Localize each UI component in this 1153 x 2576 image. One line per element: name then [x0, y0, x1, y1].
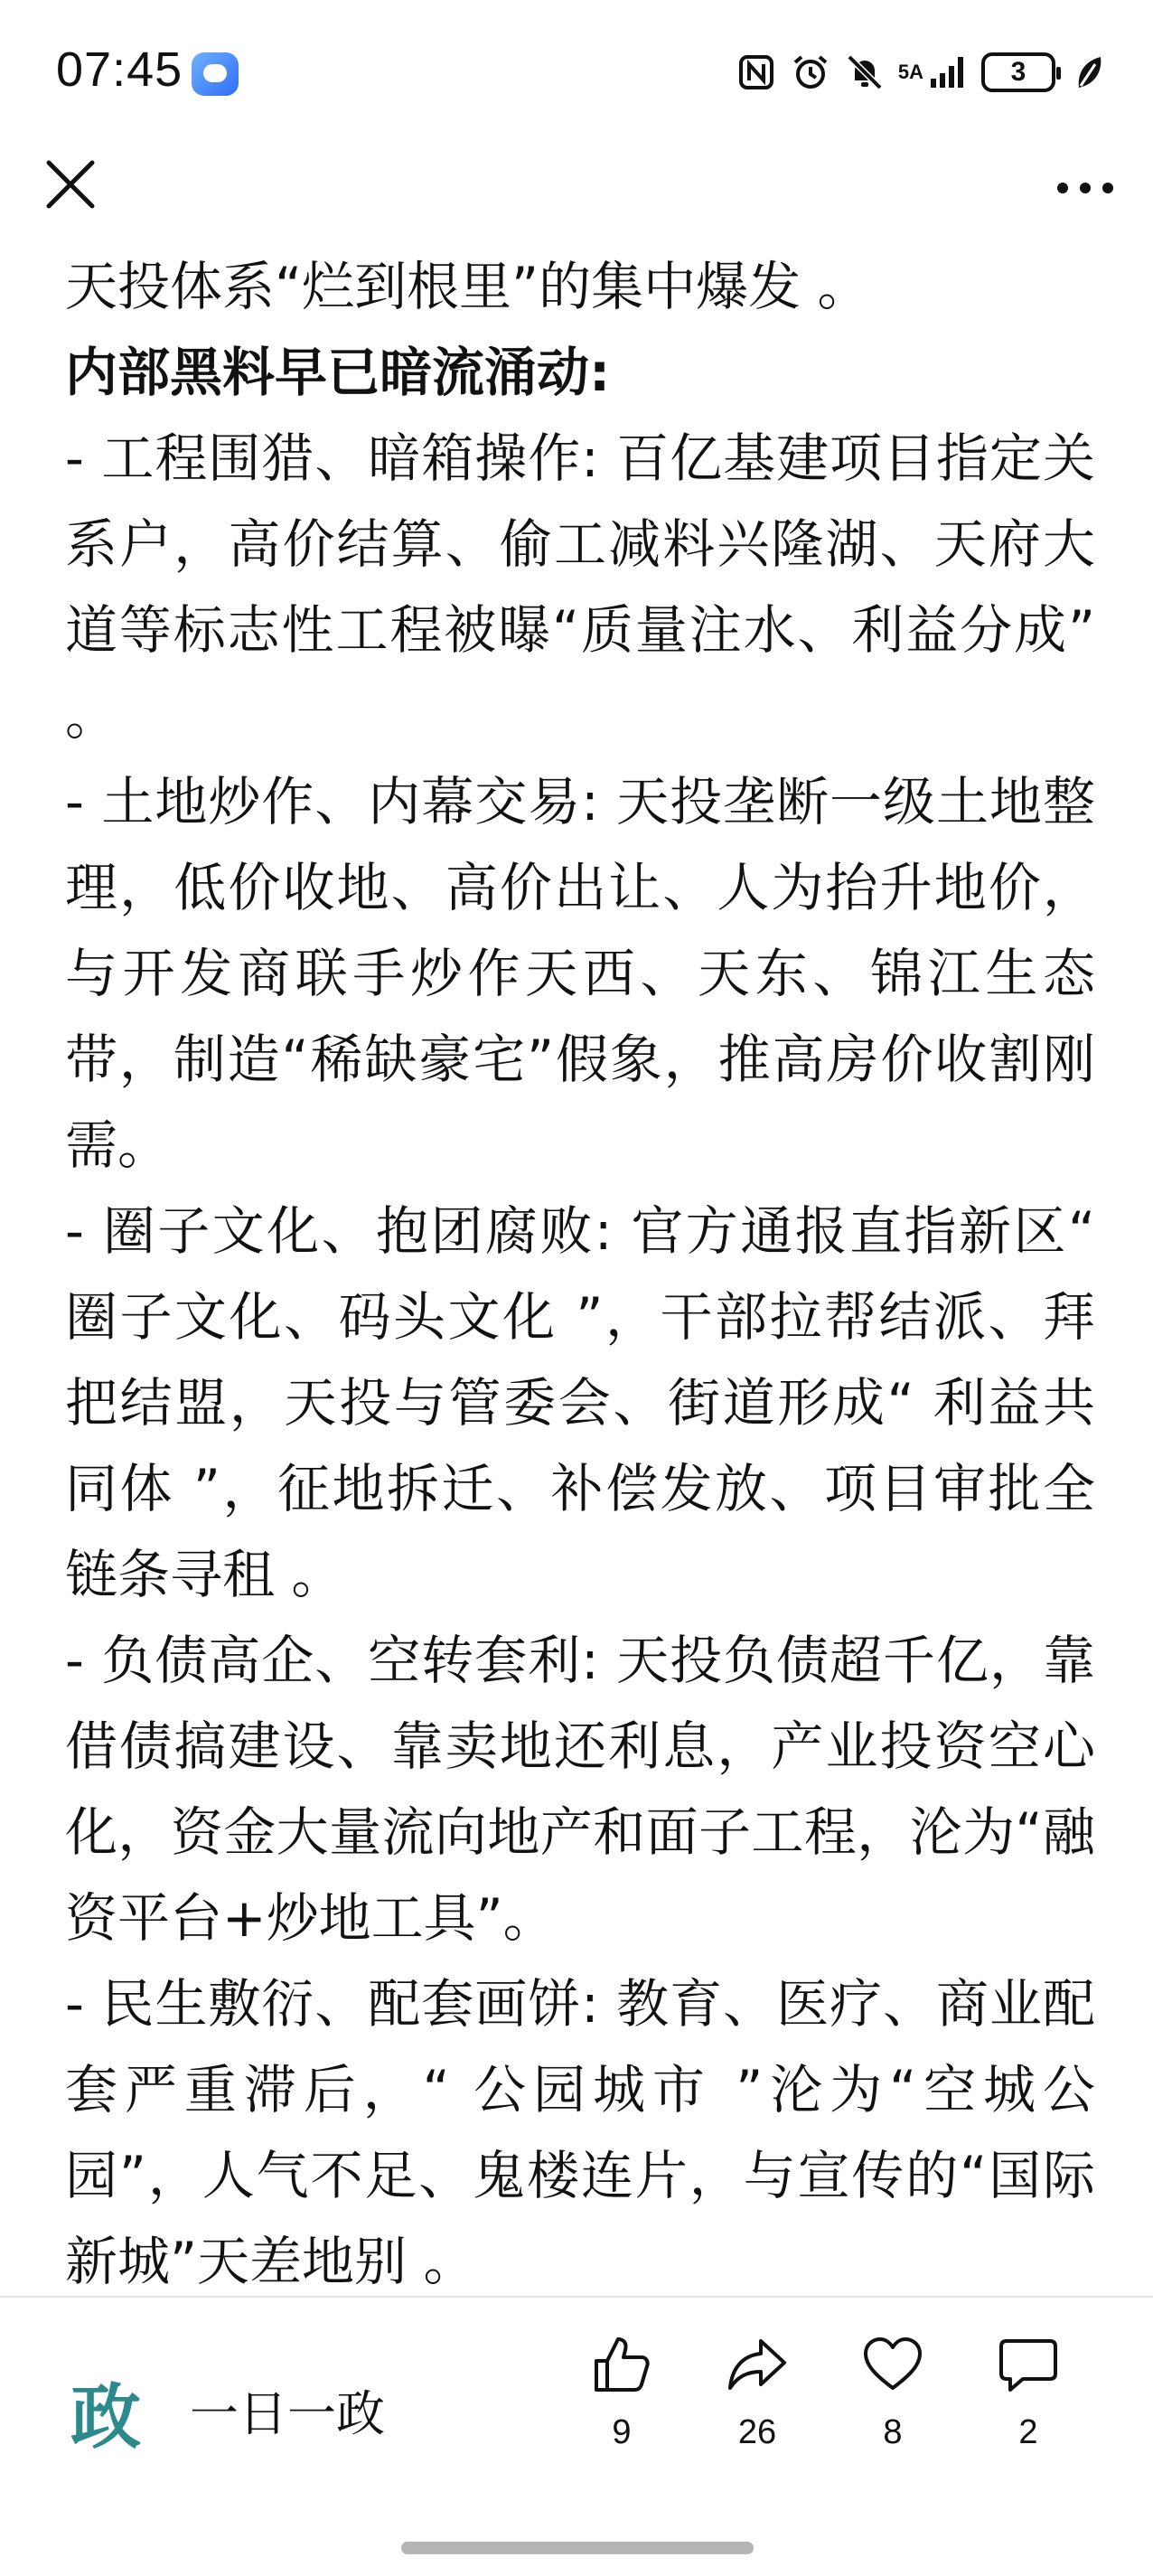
network-type-label: 5A — [897, 61, 923, 83]
message-app-icon — [192, 52, 239, 96]
signal-icon — [927, 52, 969, 93]
mute-icon — [844, 52, 886, 93]
bottom-action-bar — [0, 2296, 1153, 2576]
share-button[interactable] — [703, 2332, 811, 2452]
author-logo[interactable]: 政 — [70, 2376, 142, 2458]
more-icon — [1045, 161, 1126, 215]
thumbs-up-icon — [589, 2332, 654, 2397]
article-paragraph: - 工程围猎、暗箱操作: 百亿基建项目指定关系户，高价结算、偷工减料兴隆湖、天府大道等标志性工程被曝“质量注水、利益分成” 。 — [65, 428, 1095, 747]
like-count: 9 — [612, 2413, 632, 2451]
battery-indicator: 3 — [981, 52, 1055, 92]
author-name[interactable]: 一日一政 — [190, 2385, 385, 2442]
article-paragraph: - 土地炒作、内幕交易: 天投垄断一级土地整理，低价收地、高价出让、人为抬升地价，与开发商联手炒作天西、天东、锦江生态带，制造“稀缺豪宅”假象，推高房价收割刚需。 — [65, 771, 1095, 1176]
comment-button[interactable] — [974, 2332, 1083, 2452]
comment-count: 2 — [1018, 2413, 1038, 2451]
home-indicator[interactable] — [401, 2542, 754, 2554]
like-button[interactable] — [567, 2332, 676, 2452]
article-paragraph: - 负债高企、空转套利: 天投负债超千亿，靠借债搞建设、靠卖地还利息，产业投资空心化，资金大量流向地产和面子工程，沦为“融资平台+炒地工具”。 — [65, 1630, 1095, 1949]
article-subheading: 内部黑料早已暗流涌动: — [65, 342, 611, 403]
status-bar — [0, 0, 1153, 145]
article-paragraph: - 民生敷衍、配套画饼: 教育、医疗、商业配套严重滞后，“ 公园城市 ”沦为“空城公园”，人气不足、鬼楼连片，与宣传的“国际新城”天差地别 。 — [65, 1973, 1095, 2292]
close-button[interactable] — [40, 154, 103, 217]
article-paragraph: - 圈子文化、抱团腐败: 官方通报直指新区“ 圈子文化、码头文化 ”，干部拉帮结派、拜把结盟，天投与管委会、街道形成“ 利益共同体 ”，征地拆迁、补偿发放、项目审批全链条寻租 。 — [65, 1200, 1095, 1605]
alarm-icon — [790, 52, 831, 93]
heart-icon — [860, 2332, 925, 2397]
favorite-count: 8 — [883, 2413, 903, 2451]
article-body — [65, 244, 1095, 2305]
comment-icon — [996, 2332, 1061, 2397]
leaf-icon — [1068, 52, 1110, 93]
article-paragraph: 天投体系“烂到根里”的集中爆发 。 — [65, 256, 870, 317]
more-options-button[interactable] — [1045, 161, 1126, 215]
nfc-icon — [736, 52, 777, 93]
favorite-button[interactable] — [839, 2332, 947, 2452]
share-icon — [725, 2332, 790, 2397]
status-time: 07:45 — [56, 42, 183, 97]
share-count: 26 — [737, 2413, 777, 2451]
status-icons — [736, 45, 1110, 99]
close-icon — [40, 154, 103, 217]
